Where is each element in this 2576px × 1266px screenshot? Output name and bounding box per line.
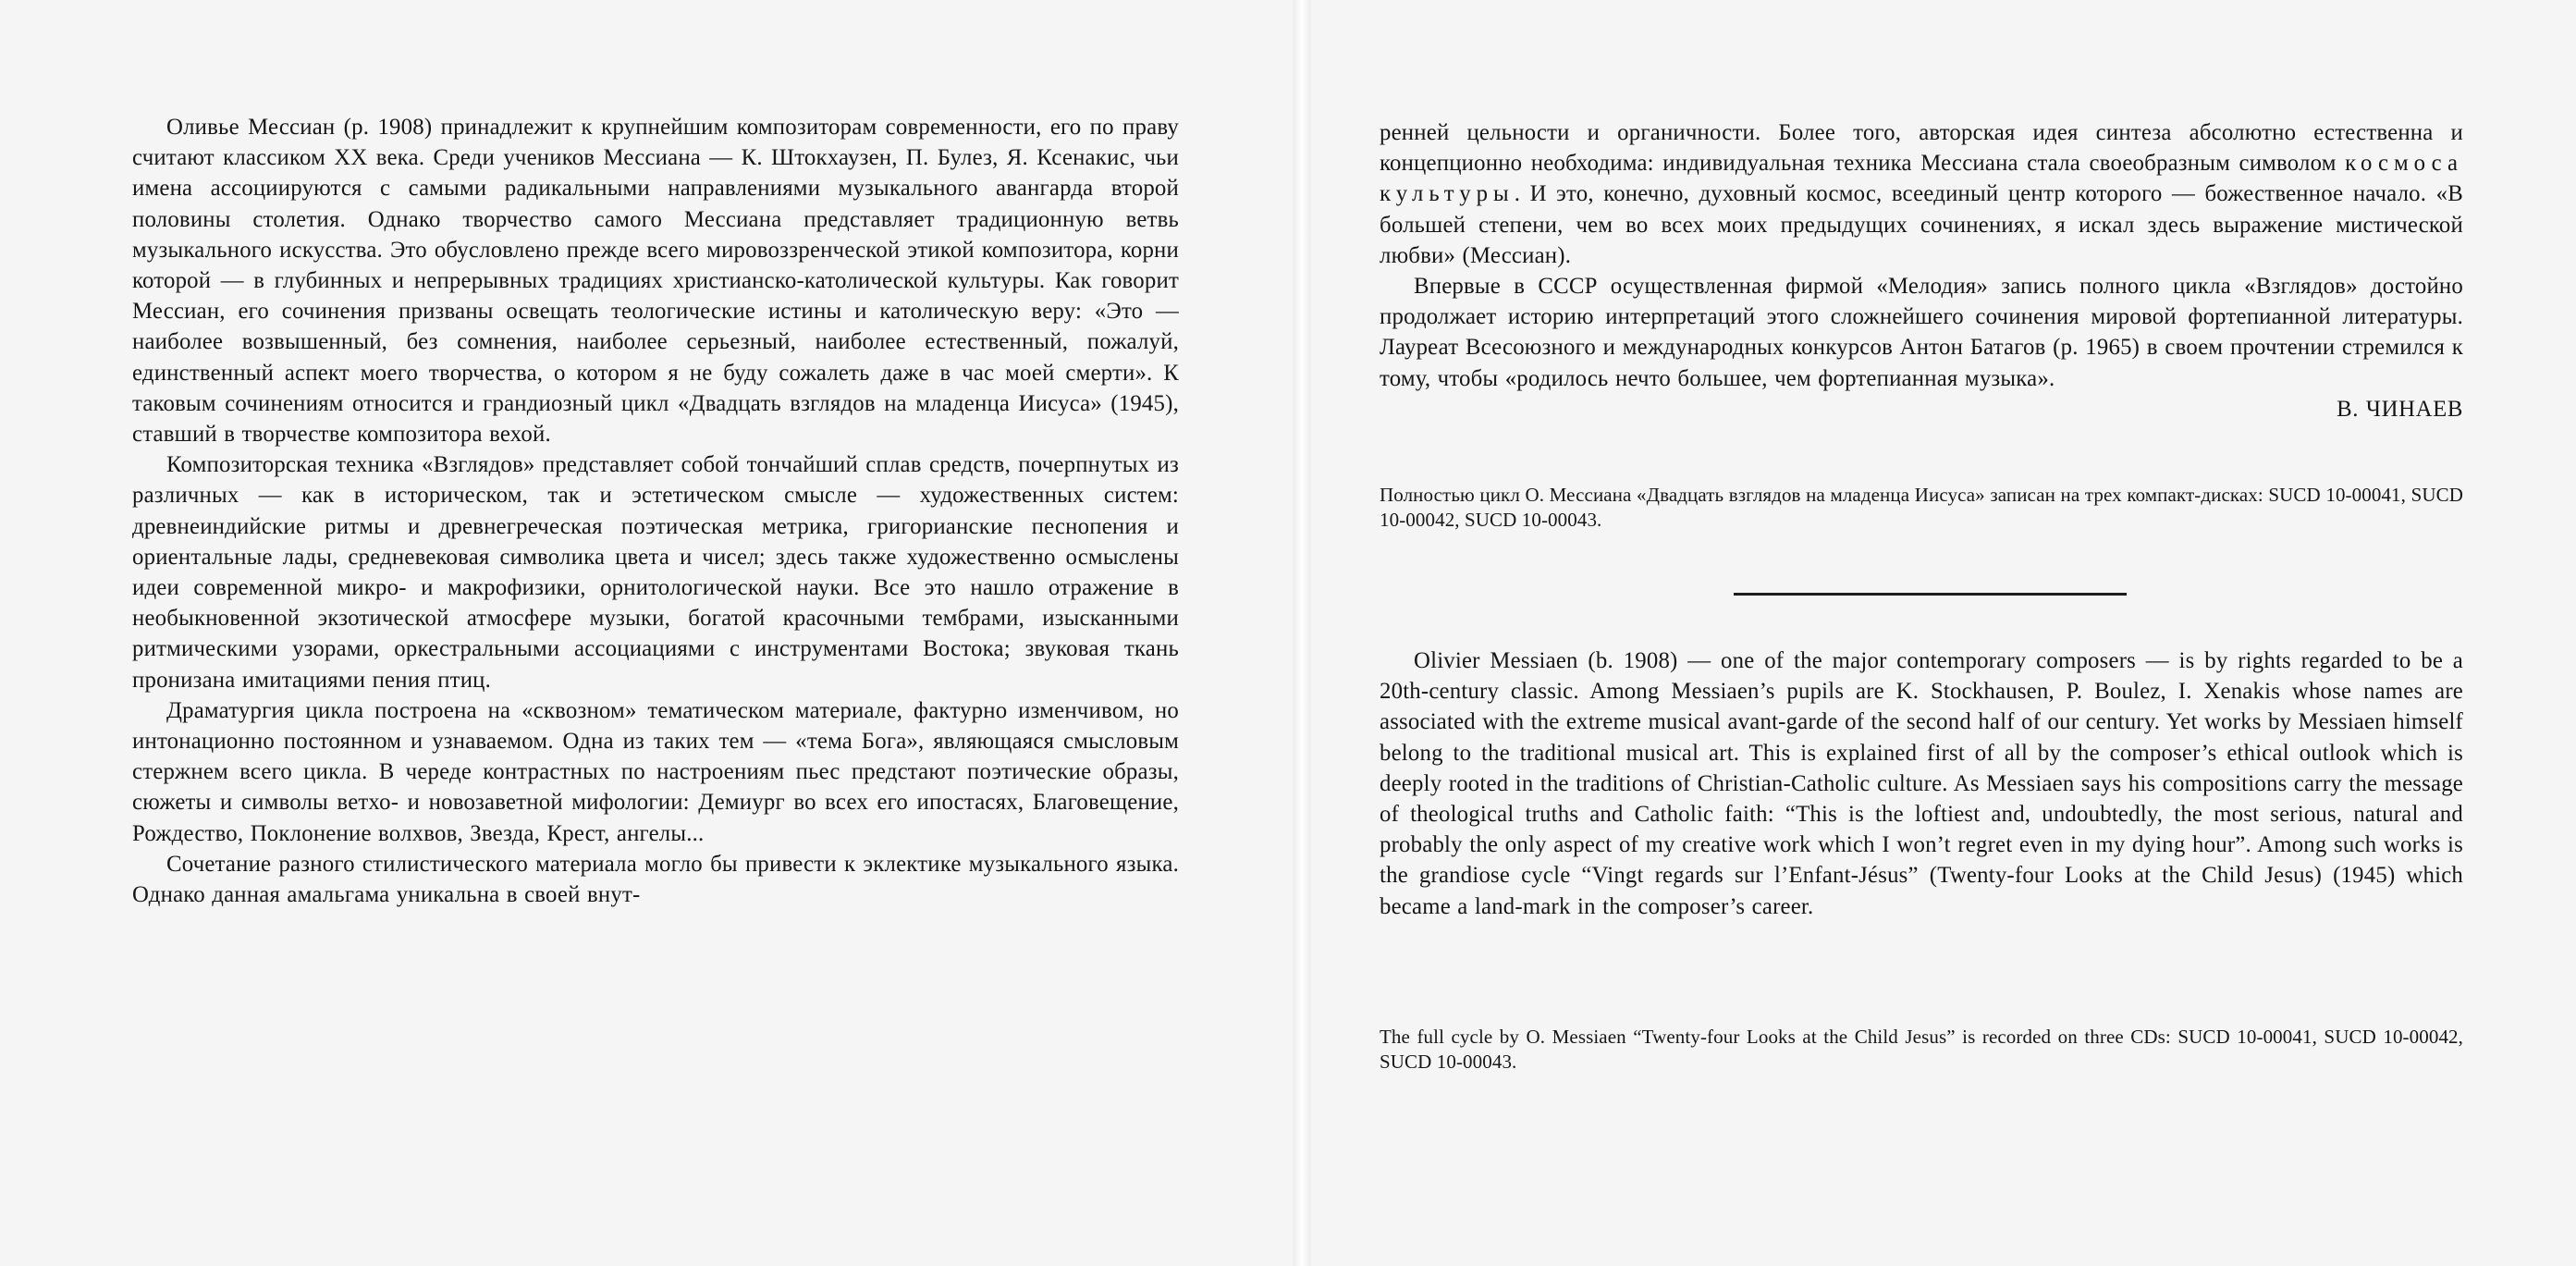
intro-paragraph: Оливье Мессиан (р. 1908) принадлежит к крупнейшим композиторам современности, его по праву считают классиком XX века. Среди учеников Мессиана — К. Штокхаузен, П. Булез, Я. Ксенакис, чьи имена ассоциируются с самыми радикальными направлениями музыкального авангарда второй половины столетия. Однако творчество самого Мессиана представляет традиционную ветвь музыкального искусства. Это обусловлено прежде всего мировоззренческой этикой композитора, корни которой — в глубинных и непрерывных традициях христианско-католической культуры. Как говорит Мессиан, его сочинения призваны освещать теологические истины и католическую веру: «Это — наиболее возвышенный, без сомнения, наиболее серьезный, наиболее естественный, пожалуй, единственный аспект моего творчества, о котором я не буду сожалеть даже в час моей смерти». К таковым сочинениям относится и грандиозный цикл «Двадцать взглядов на младенца Иисуса» (1945), ставший в творчестве композитора вехой. <box>132 115 1179 448</box>
continuation-text-a: ренней цельности и органичности. Более того, авторская идея синтеза абсолютно естественна и концепционно необходима: индивидуальная техника Мессиана стала своеобразным символом <box>1380 120 2463 177</box>
technique-paragraph: Композиторская техника «Взглядов» представляет собой тончайший сплав средств, почерпнутых из различных — как в историческом, так и эстетическом смысле — художественных систем: древнеиндийские ритмы и древнегреческая поэтическая метрика, григорианские песнопения и ориентальные лады, средневековая символика цвета и чисел; здесь также художественно осмыслены идеи современной микро- и макрофизики, орнитологической науки. Все это нашло отражение в необыкновенной экзотической атмосфере музыки, богатой красочными тембрами, изысканными ритмическими узорами, оркестральными ассоциациями с инструментами Востока; звуковая ткань пронизана имитациями пения птиц. <box>132 452 1179 693</box>
english-paragraph: Olivier Messiaen (b. 1908) — one of the major contemporary composers — is by rights regarded to be a 20th-century classic. Among Messiaen’s pupils are K. Stockhausen, P. Boulez, I. Xenakis whose names are associated with the extreme musical avant-garde of the second half of our century. Yet works by Messiaen himself belong to the traditional musical art. This is explained first of all by the composer’s ethical outlook which is deeply rooted in the traditions of Christian-Catholic culture. As Messiaen says his compositions carry the message of theological truths and Catholic faith: “This is the loftiest and, undoubtedly, the most serious, natural and probably the only aspect of my creative work which I won’t regret even in my dying hour”. Among such works is the grandiose cycle “Vingt regards sur l’Enfant-Jésus” (Twenty-four Looks at the Child Jesus) (1945) which became a land-mark in the composer’s career. <box>1380 648 2463 919</box>
author-signature: В. ЧИНАЕВ <box>2337 396 2463 422</box>
spaced-phrase: космоса культуры <box>1380 151 2463 207</box>
russian-cd-note: Полностью цикл О. Мессиана «Двадцать взглядов на младенца Иисуса» записан на трех компакт-дисках: SUCD 10-00041, SUCD 10-00042, SUCD 10-00043. <box>1380 484 2463 531</box>
russian-text-continued <box>1380 117 2463 424</box>
english-text <box>1380 645 2463 922</box>
english-cd-note: The full cycle by O. Messiaen “Twenty-four Looks at the Child Jesus” is recorded on three CDs: SUCD 10-00041, SUCD 10-00042, SUCD 10-00043. <box>1380 1026 2463 1073</box>
recording-paragraph: Впервые в СССР осуществленная фирмой «Мелодия» запись полного цикла «Взглядов» достойно продолжает историю интерпретаций этого сложнейшего сочинения мировой фортепианной литературы. Лауреат Всесоюзного и международных конкурсов Антон Батагов (р. 1965) в своем прочтении стремился к тому, чтобы «родилось нечто большее, чем фортепианная музыка». <box>1380 274 2463 391</box>
continuation-paragraph <box>1380 117 2463 271</box>
section-divider <box>1734 593 2127 596</box>
page-gutter <box>1293 0 1311 1266</box>
continuation-text-b: . И это, конечно, духовный космос, всеединый центр которого — божественное начало. «В большей степени, чем во всех моих предыдущих сочинениях, я искал здесь выражение мистической любви» (Мессиан). <box>1380 181 2463 268</box>
left-text-column <box>132 112 1179 910</box>
synthesis-paragraph: Сочетание разного стилистического материала могло бы привести к эклектике музыкального языка. Однако данная амальгама уникальна в своей внут- <box>132 851 1179 908</box>
dramaturgy-paragraph: Драматургия цикла построена на «сквозном» тематическом материале, фактурно изменчивом, но интонационно постоянном и узнаваемом. Одна из таких тем — «тема Бога», являющаяся смысловым стержнем всего цикла. В череде контрастных по настроениям пьес предстают поэтические образы, сюжеты и символы ветхо- и новозаветной мифологии: Демиург во всех его ипостасях, Благовещение, Рождество, Поклонение волхвов, Звезда, Крест, ангелы... <box>132 697 1179 846</box>
